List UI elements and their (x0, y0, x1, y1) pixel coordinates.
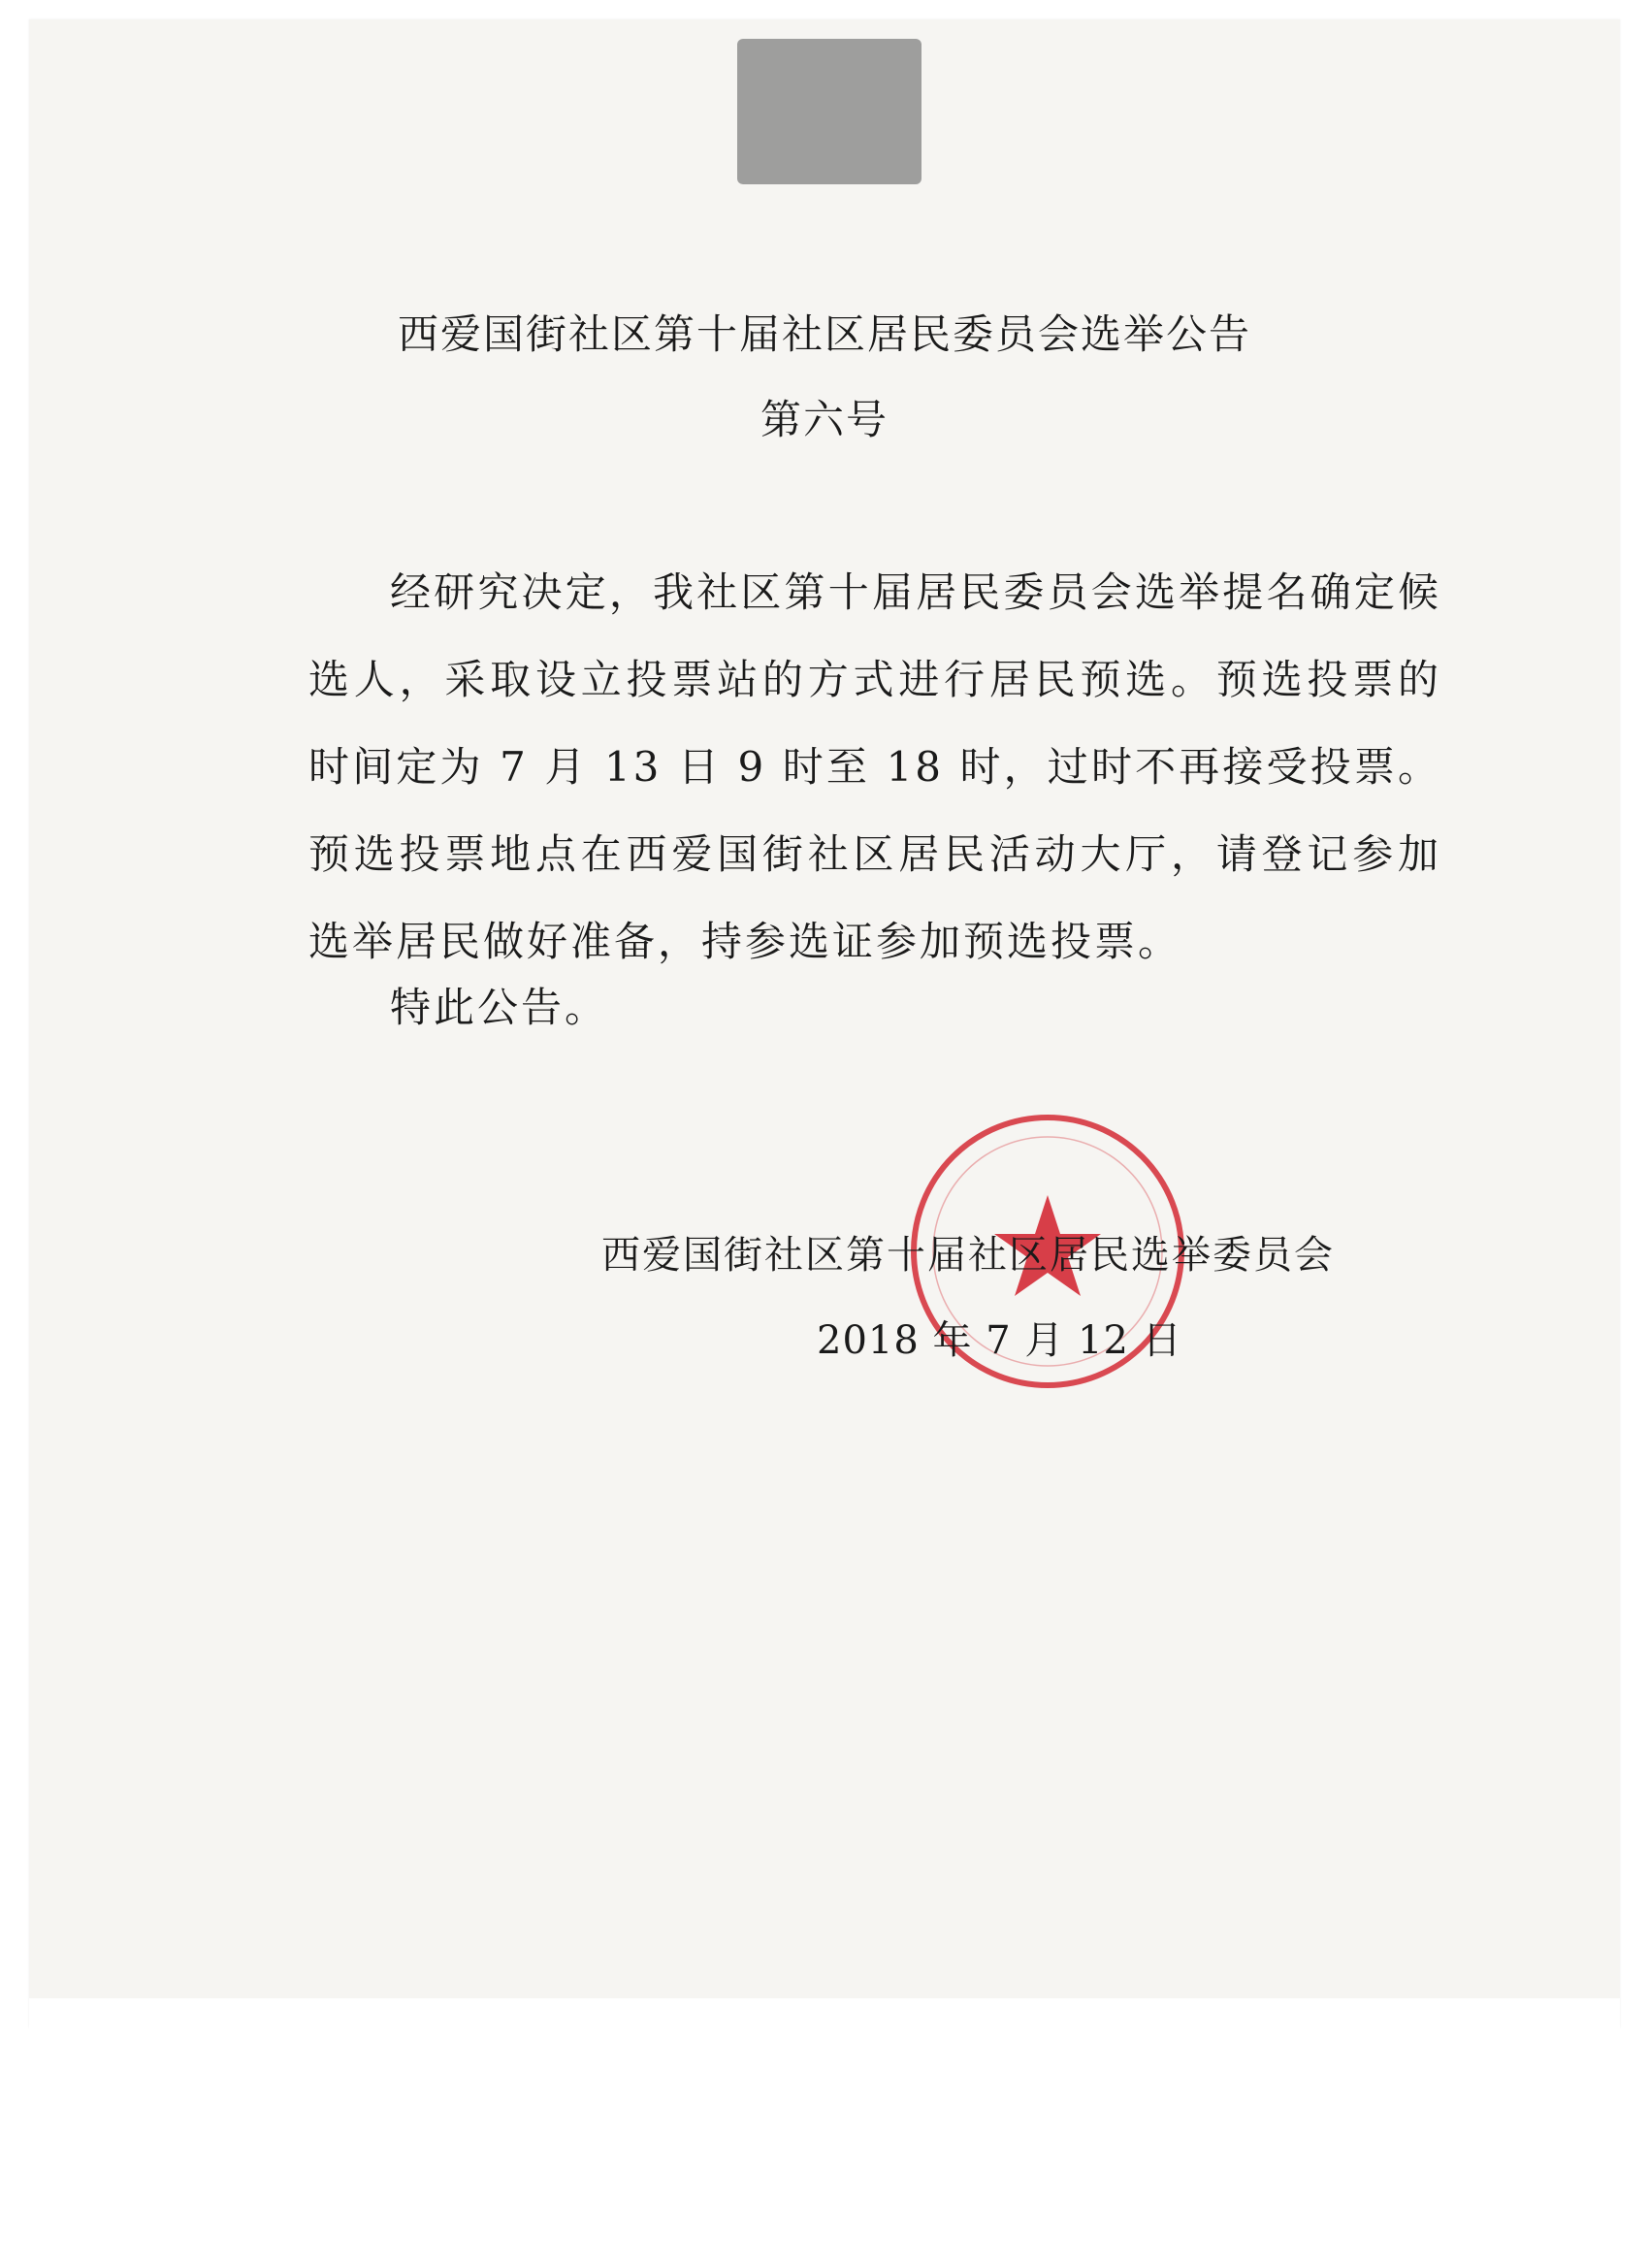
notice-number: 第六号 (760, 396, 889, 443)
notice-body: 经研究决定，我社区第十届居民委员会选举提名确定候选人，采取设立投票站的方式进行居民预选。预选投票的时间定为 7 月 13 日 9 时至 18 时，过时不再接受投票。预选投票地点在西爱国街社区居民活动大厅，请登记参加选举居民做好准备，持参选证参加预选投票。 (308, 568, 1441, 965)
tape-mark (737, 39, 922, 184)
signature-organization: 西爱国街社区第十届社区居民选举委员会 (601, 1233, 1335, 1278)
signature-date: 2018 年 7 月 12 日 (817, 1318, 1182, 1363)
notice-closing: 特此公告。 (390, 984, 609, 1031)
notice-title: 西爱国街社区第十届社区居民委员会选举公告 (397, 310, 1251, 358)
torn-edge (29, 1998, 1620, 2057)
